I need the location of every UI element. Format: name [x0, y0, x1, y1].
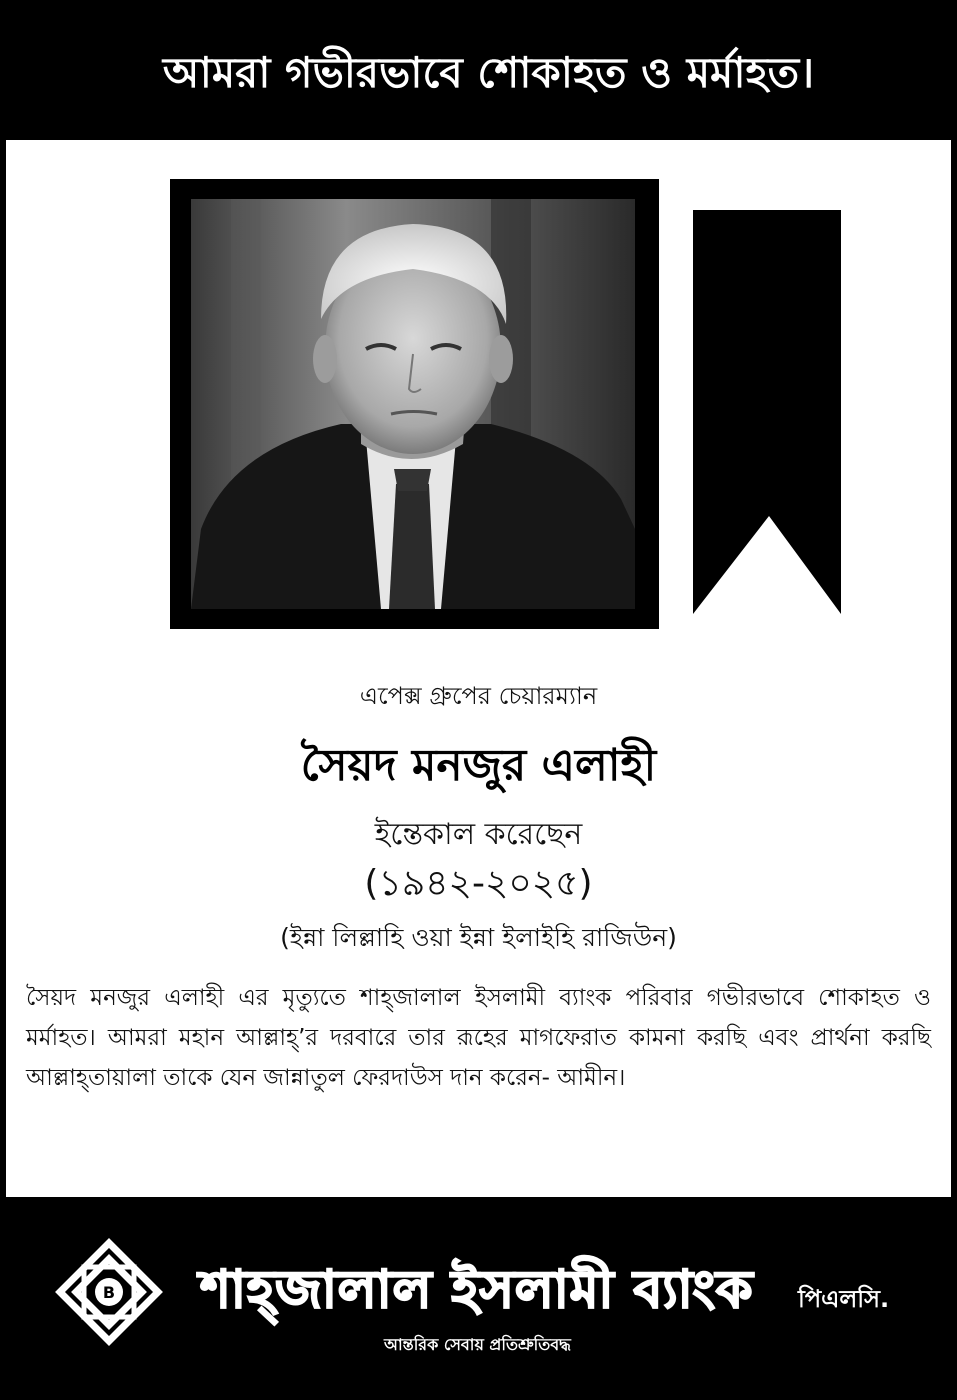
condolence-message: সৈয়দ মনজুর এলাহী এর মৃত্যুতে শাহ্‌জালাল ইসলামী ব্যাংক পরিবার গভীরভাবে শোকাহত ও মর্মাহত। আমরা মহান আল্লাহ্‌’র দরবারে তার রূহের মাগফেরাত কামনা করছি এবং প্রার্থনা করছি আল্লাহ্‌তায়ালা তাকে যেন জান্নাতুল ফেরদাউস দান করেন- আমীন।: [26, 985, 931, 1091]
mourning-ribbon-icon: [693, 210, 841, 614]
portrait-frame: [170, 179, 659, 629]
death-statement: ইন্তেকাল করেছেন: [374, 817, 583, 852]
header-band: [0, 0, 957, 140]
bank-suffix: পিএলসি.: [798, 1285, 890, 1313]
bank-logo-icon: [54, 1237, 164, 1347]
portrait-photo: [191, 199, 635, 609]
footer-band: [0, 1197, 957, 1400]
deceased-title: এপেক্স গ্রুপের চেয়ারম্যান: [359, 682, 598, 710]
prayer-text: (ইন্না লিল্লাহি ওয়া ইন্না ইলাইহি রাজিউন): [280, 923, 677, 952]
deceased-name: সৈয়দ মনজুর এলাহী: [300, 740, 657, 791]
logo-letter: B: [102, 1283, 116, 1302]
bank-tagline: আন্তরিক সেবায় প্রতিশ্রুতিবদ্ধ: [384, 1335, 571, 1354]
bank-name: শাহ্‌জালাল ইসলামী ব্যাংক: [200, 1260, 754, 1320]
life-years: (১৯৪২-২০২৫): [364, 863, 593, 904]
header-title: আমরা গভীরভাবে শোকাহত ও মর্মাহত।: [162, 48, 815, 97]
condolence-panel: [6, 140, 951, 1197]
